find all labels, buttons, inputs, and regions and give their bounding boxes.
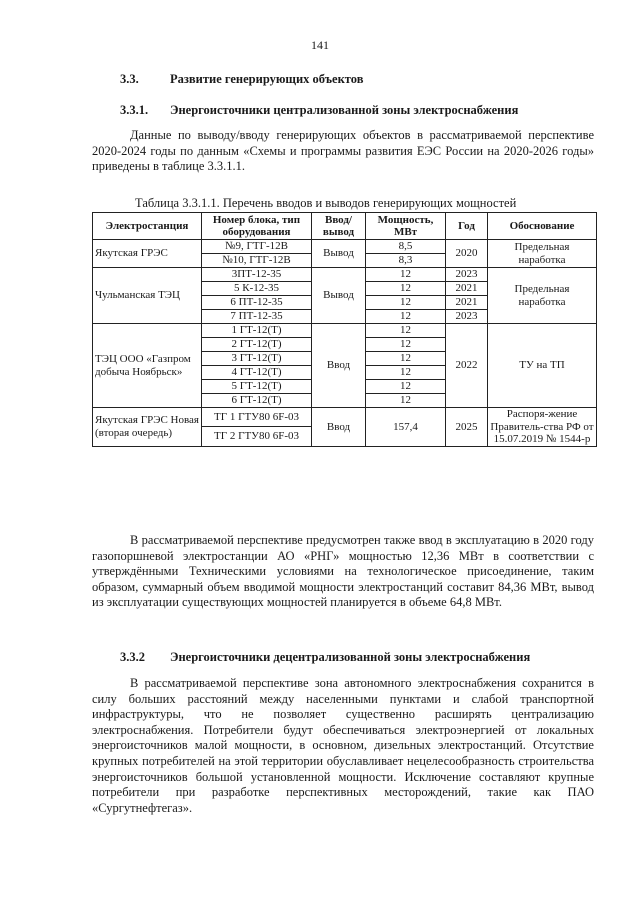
unit-cell: 5 К-12-35 <box>202 282 312 296</box>
basis-cell: Распоря-жение Правитель-ства РФ от 15.07.2019 № 1544-р <box>488 408 597 447</box>
year-cell: 2023 <box>446 268 488 282</box>
power-cell: 12 <box>366 352 446 366</box>
year-cell: 2021 <box>446 282 488 296</box>
year-cell: 2023 <box>446 310 488 324</box>
unit-cell: 1 ГТ-12(Т) <box>202 324 312 338</box>
section-heading-3-3-1 <box>120 103 518 118</box>
year-cell: 2021 <box>446 296 488 310</box>
basis-cell: Предельная наработка <box>488 268 597 324</box>
header-action: Ввод/ вывод <box>312 213 366 240</box>
basis-cell: ТУ на ТП <box>488 324 597 408</box>
year-cell: 2025 <box>446 408 488 447</box>
power-cell: 12 <box>366 310 446 324</box>
header-unit: Номер блока, тип оборудования <box>202 213 312 240</box>
year-cell: 2020 <box>446 240 488 268</box>
table-header-row <box>93 213 597 240</box>
page-number: 141 <box>311 38 329 52</box>
unit-cell: ТГ 2 ГТУ80 6F-03 <box>202 427 312 446</box>
section-heading-3-3 <box>120 72 363 87</box>
station-cell: Якутская ГРЭС <box>93 240 202 268</box>
section-number: 3.3. <box>120 72 139 86</box>
unit-cell: №9, ГТГ-12В <box>202 240 312 254</box>
station-cell: ТЭЦ ООО «Газпром добыча Ноябрьск» <box>93 324 202 408</box>
table-caption: Таблица 3.3.1.1. Перечень вводов и выводов генерирующих мощностей <box>135 196 517 210</box>
section-title: Развитие генерирующих объектов <box>170 72 364 86</box>
year-cell: 2022 <box>446 324 488 408</box>
station-cell: Якутская ГРЭС Новая (вторая очередь) <box>93 408 202 447</box>
unit-cell: №10, ГТГ-12В <box>202 254 312 268</box>
power-cell: 8,3 <box>366 254 446 268</box>
action-cell: Вывод <box>312 240 366 268</box>
unit-cell: 4 ГТ-12(Т) <box>202 366 312 380</box>
table-row <box>93 268 597 282</box>
power-cell: 12 <box>366 338 446 352</box>
section-heading-3-3-2 <box>120 650 530 665</box>
section-number: 3.3.1. <box>120 103 149 117</box>
power-cell: 12 <box>366 296 446 310</box>
table-row <box>93 324 597 338</box>
header-basis: Обоснование <box>488 213 597 240</box>
power-cell: 12 <box>366 380 446 394</box>
unit-cell: 3ПТ-12-35 <box>202 268 312 282</box>
unit-cell: 7 ПТ-12-35 <box>202 310 312 324</box>
table-row <box>93 240 597 254</box>
paragraph-intro: Данные по выводу/вводу генерирующих объектов в рассматриваемой перспективе 2020-2024 годы по данным «Схемы и программы развития ЕЭС России на 2020-2026 годы» приведены в таблице 3.3.1.1. <box>92 128 594 174</box>
power-cell: 12 <box>366 366 446 380</box>
unit-cell: 6 ПТ-12-35 <box>202 296 312 310</box>
power-cell: 8,5 <box>366 240 446 254</box>
section-number: 3.3.2 <box>120 650 145 664</box>
unit-cell: ТГ 1 ГТУ80 6F-03 <box>202 408 312 427</box>
header-year: Год <box>446 213 488 240</box>
power-cell: 12 <box>366 268 446 282</box>
unit-cell: 6 ГТ-12(Т) <box>202 394 312 408</box>
table-row <box>93 408 597 427</box>
station-cell: Чульманская ТЭЦ <box>93 268 202 324</box>
basis-cell: Предельная наработка <box>488 240 597 268</box>
power-cell: 157,4 <box>366 408 446 447</box>
unit-cell: 2 ГТ-12(Т) <box>202 338 312 352</box>
unit-cell: 3 ГТ-12(Т) <box>202 352 312 366</box>
action-cell: Ввод <box>312 408 366 447</box>
action-cell: Ввод <box>312 324 366 408</box>
section-title: Энергоисточники децентрализованной зоны электроснабжения <box>170 650 531 664</box>
header-power: Мощность, МВт <box>366 213 446 240</box>
power-cell: 12 <box>366 324 446 338</box>
power-cell: 12 <box>366 394 446 408</box>
paragraph-gas-plant: В рассматриваемой перспективе предусмотрен также ввод в эксплуатацию в 2020 году газопоршневой электростанции АО «РНГ» мощностью 12,36 МВт в соответствии с утверждёнными Техническими условиями на технологическое присоединение, таким образом, суммарный объем вводимой мощности электростанций составит 84,36 МВт, вывод из эксплуатации существующих мощностей планируется в объеме 64,8 МВт. <box>92 533 594 610</box>
header-station: Электростанция <box>93 213 202 240</box>
paragraph-decentralized: В рассматриваемой перспективе зона автономного электроснабжения сохранится в силу больших расстояний между населенными пунктами и слабой транспортной инфраструктуры, что не позволяет существенно расширять централизацию электроснабжения. Потребители будут обеспечиваться электроэнергией от локальных энергоисточников малой мощности, в основном, дизельных электростанций. Отсутствие крупных потребителей на этой территории обуславливает нецелесообразность строительства энергоисточников большой установленной мощности. Исключение составляют крупные потребители при разработке перспективных месторождений, такие как ПАО «Сургутнефтегаз». <box>92 676 594 815</box>
unit-cell: 5 ГТ-12(Т) <box>202 380 312 394</box>
section-title: Энергоисточники централизованной зоны электроснабжения <box>170 103 519 117</box>
power-cell: 12 <box>366 282 446 296</box>
generation-table <box>92 212 597 447</box>
action-cell: Вывод <box>312 268 366 324</box>
